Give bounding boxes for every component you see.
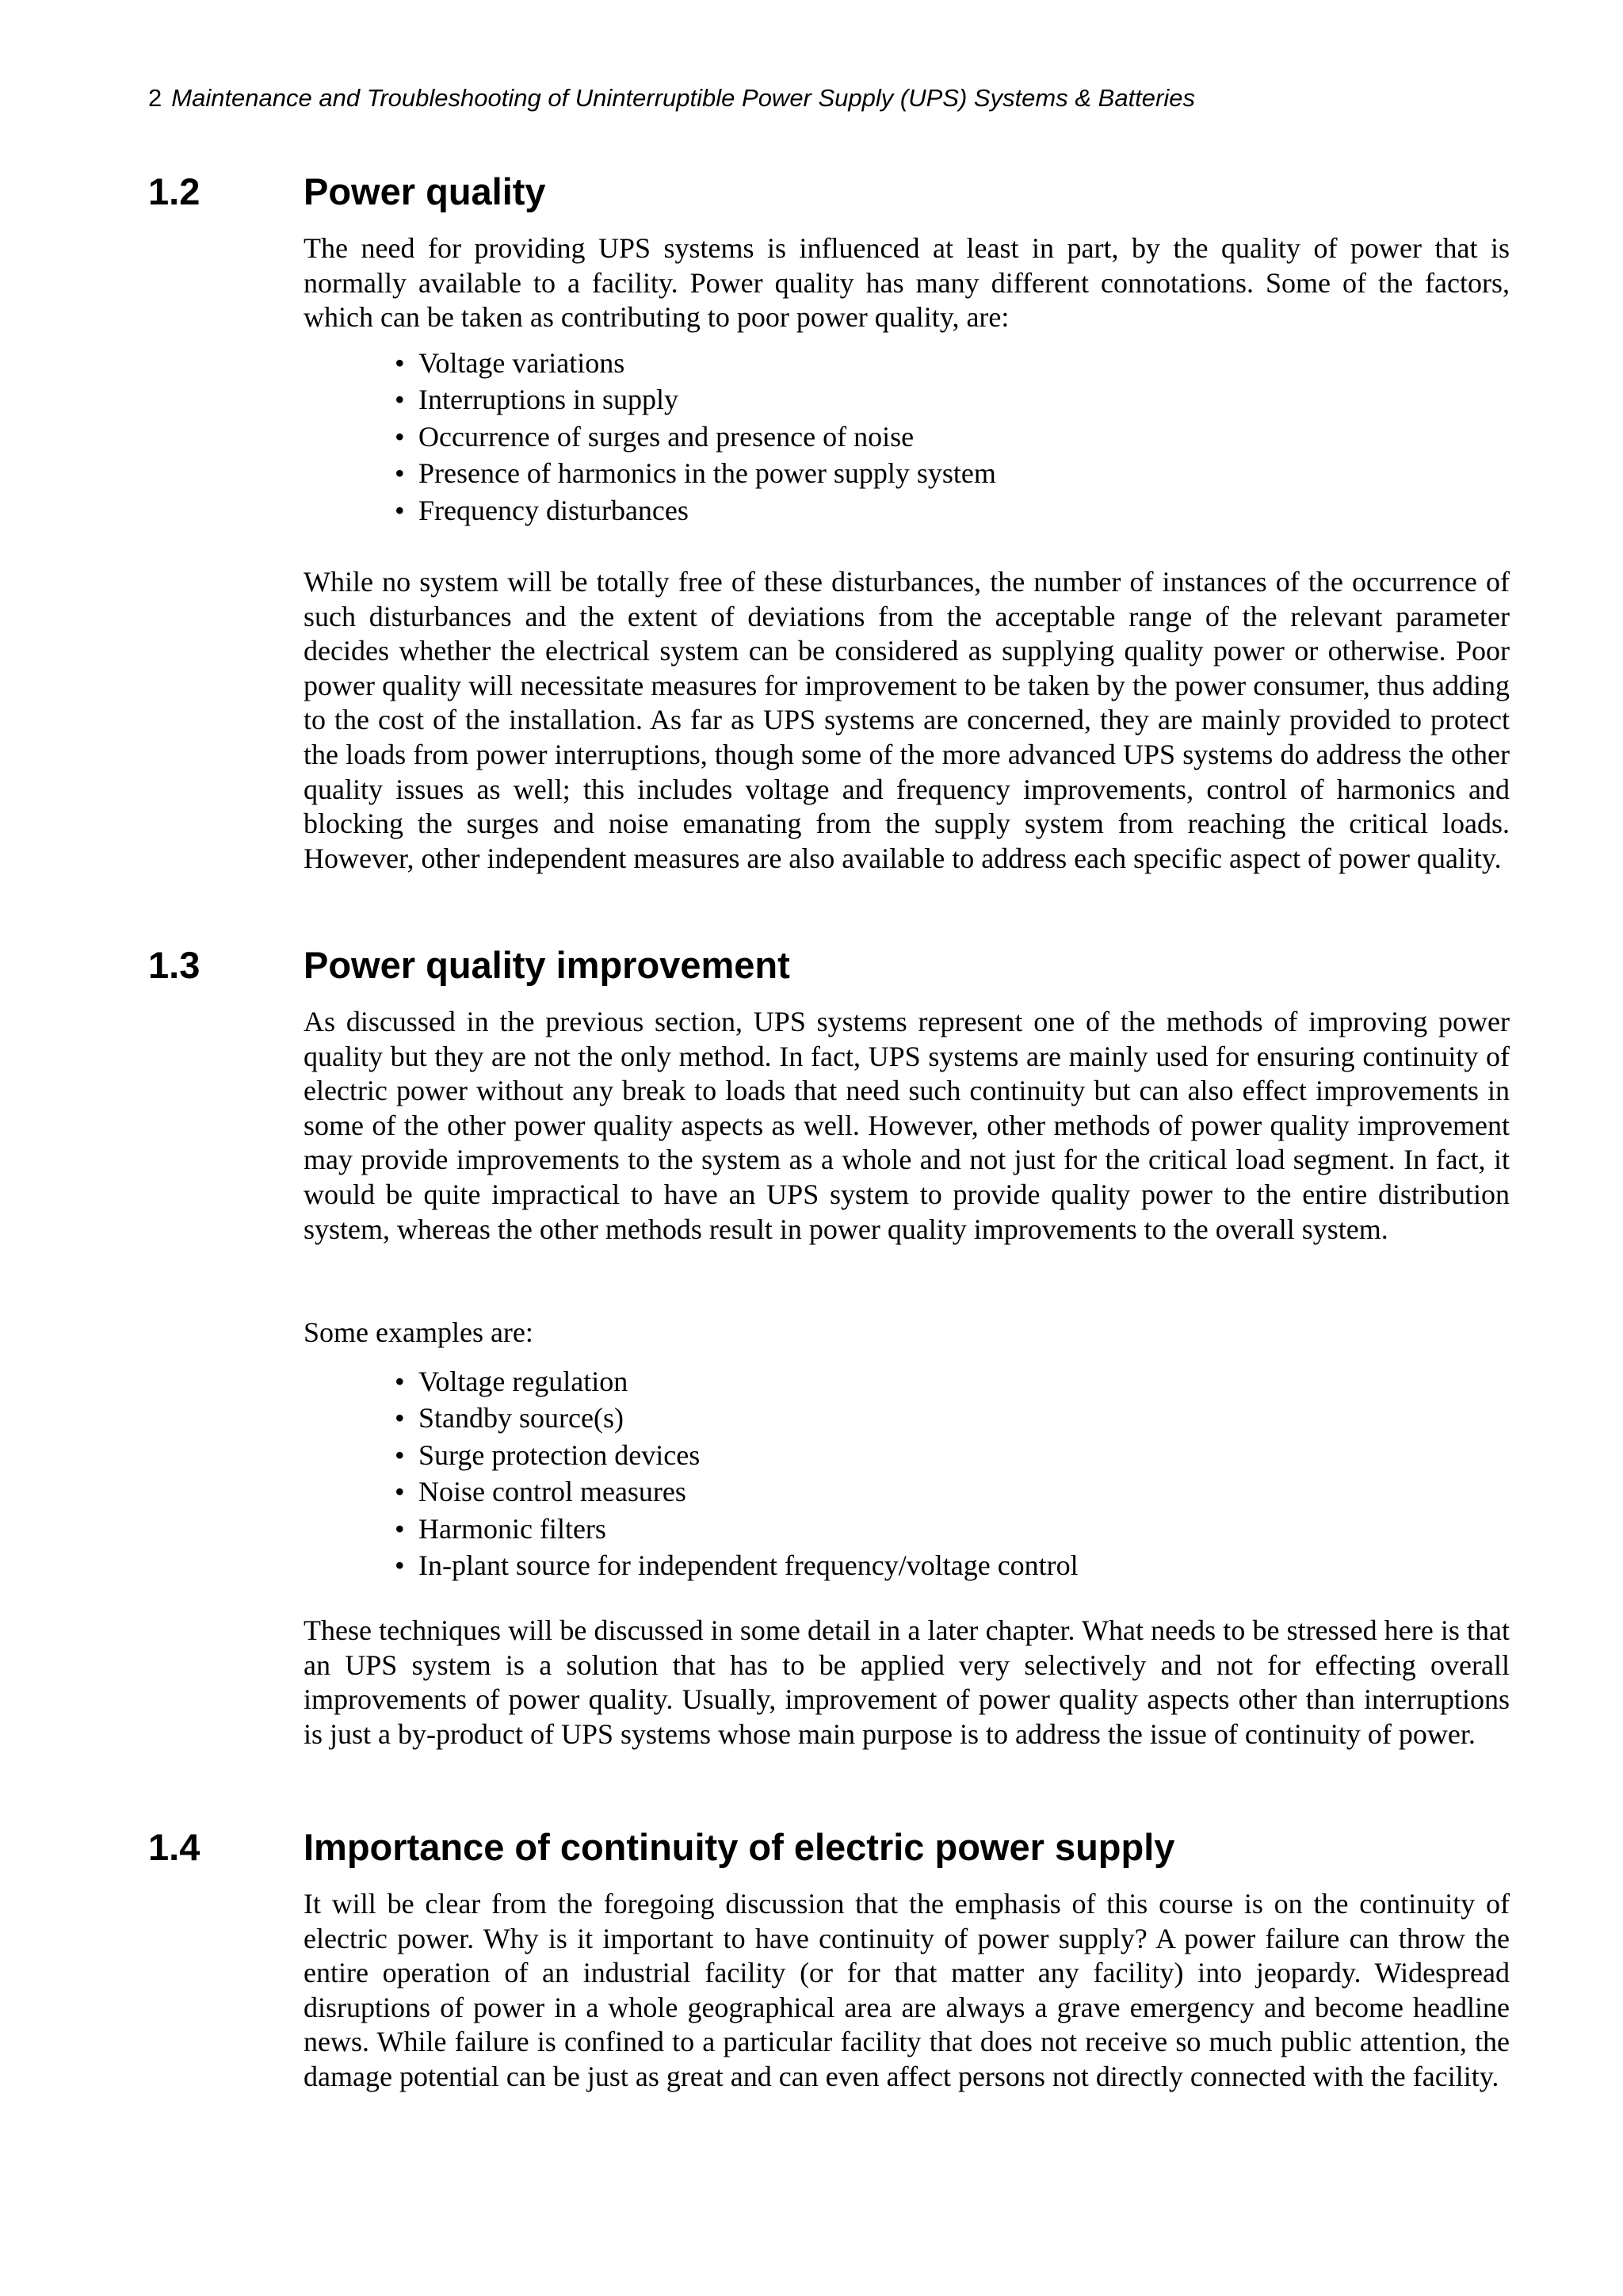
section-number: 1.4	[148, 1826, 200, 1868]
paragraph: These techniques will be discussed in some detail in a later chapter. What needs to be stressed here is that an UPS system is a solution that has to be applied very selectively and not for effecting overall improvements of power quality. Usually, improvement of power quality aspects other than interruptions is just a by-product of UPS systems whose main purpose is to address the issue of continuity of power.	[304, 1614, 1510, 1750]
bullet-icon: •	[395, 494, 405, 526]
section-1-2-intro	[304, 231, 1510, 335]
section-title: Importance of continuity of electric power supply	[304, 1826, 1175, 1868]
section-heading-1-3	[148, 942, 1511, 989]
list-item: • Voltage regulation	[393, 1363, 1510, 1400]
section-1-2-bullets	[304, 345, 1510, 529]
section-title: Power quality improvement	[304, 944, 790, 986]
section-heading-1-4	[148, 1824, 1511, 1871]
section-1-3-intro	[304, 1005, 1510, 1247]
bullet-icon: •	[395, 457, 405, 490]
section-1-3-closing	[304, 1614, 1510, 1752]
section-1-4-intro	[304, 1887, 1510, 2095]
bullet-icon: •	[395, 420, 405, 453]
bullet-icon: •	[395, 1549, 405, 1581]
bullet-icon: •	[395, 1402, 405, 1435]
page-number: 2	[148, 84, 162, 112]
bullet-icon: •	[395, 1366, 405, 1397]
paragraph: Some examples are:	[304, 1316, 533, 1348]
list-item: • Surge protection devices	[393, 1437, 1510, 1473]
list-item: • In-plant source for independent frequency/voltage control	[393, 1547, 1510, 1584]
section-title: Power quality	[304, 170, 546, 212]
list-item: • Harmonic filters	[393, 1511, 1510, 1547]
list-item: • Presence of harmonics in the power supply system	[393, 455, 1510, 491]
list-item: • Interruptions in supply	[393, 381, 1510, 418]
bullet-list	[304, 1363, 1510, 1584]
section-heading-1-2	[148, 168, 1511, 216]
book-title: Maintenance and Troubleshooting of Uninterruptible Power Supply (UPS) Systems & Batteries	[171, 84, 1195, 112]
running-head	[148, 82, 1195, 114]
paragraph: While no system will be totally free of these disturbances, the number of instances of the occurrence of such disturbances and the extent of deviations from the acceptable range of the relevant parameter decides whether the electrical system can be considered as supplying quality power or otherwise. Poor power quality will necessitate measures for improvement to be taken by the power consumer, thus adding to the cost of the installation. As far as UPS systems are concerned, they are mainly provided to protect the loads from power interruptions, though some of the more advanced UPS systems do address the other quality issues as well; this includes voltage and frequency improvements, control of harmonics and blocking the surges and noise emanating from the supply system from reaching the critical loads. However, other independent measures are also available to address each specific aspect of power quality.	[304, 566, 1510, 874]
list-item: • Noise control measures	[393, 1473, 1510, 1510]
bullet-icon: •	[395, 1476, 405, 1508]
section-number: 1.2	[148, 170, 200, 212]
paragraph: It will be clear from the foregoing discussion that the emphasis of this course is on the continuity of electric power. Why is it important to have continuity of power supply? A power failure can throw the entire operation of an industrial facility (or for that matter any facility) into jeopardy. Widespread disruptions of power in a whole geographical area are always a grave emergency and become headline news. While failure is confined to a particular facility that does not receive so much public attention, the damage potential can be just as great and can even affect persons not directly connected with the facility.	[304, 1888, 1510, 2092]
bullet-list	[304, 345, 1510, 529]
paragraph: The need for providing UPS systems is influenced at least in part, by the quality of power that is normally available to a facility. Power quality has many different connotations. Some of the factors, which can be taken as contributing to poor power quality, are:	[304, 232, 1510, 334]
section-1-3-bullets	[304, 1363, 1510, 1584]
bullet-icon: •	[395, 384, 405, 416]
bullet-icon: •	[395, 1512, 405, 1545]
list-item: • Occurrence of surges and presence of noise	[393, 418, 1510, 455]
list-item: • Voltage variations	[393, 345, 1510, 381]
bullet-icon: •	[395, 1438, 405, 1471]
section-1-3-lead	[304, 1316, 1510, 1350]
section-1-2-closing	[304, 565, 1510, 876]
bullet-icon: •	[395, 347, 405, 379]
list-item: • Standby source(s)	[393, 1400, 1510, 1436]
paragraph: As discussed in the previous section, UPS systems represent one of the methods of improving power quality but they are not the only method. In fact, UPS systems are mainly used for ensuring continuity of electric power without any break to loads that need such continuity but can also effect improvements in some of the other power quality aspects as well. However, other methods of power quality improvement may provide improvements to the system as a whole and not just for the critical load segment. In fact, it would be quite impractical to have an UPS system to provide quality power to the entire distribution system, whereas the other methods result in power quality improvements to the overall system.	[304, 1006, 1510, 1245]
section-number: 1.3	[148, 944, 200, 986]
list-item: • Frequency disturbances	[393, 492, 1510, 529]
